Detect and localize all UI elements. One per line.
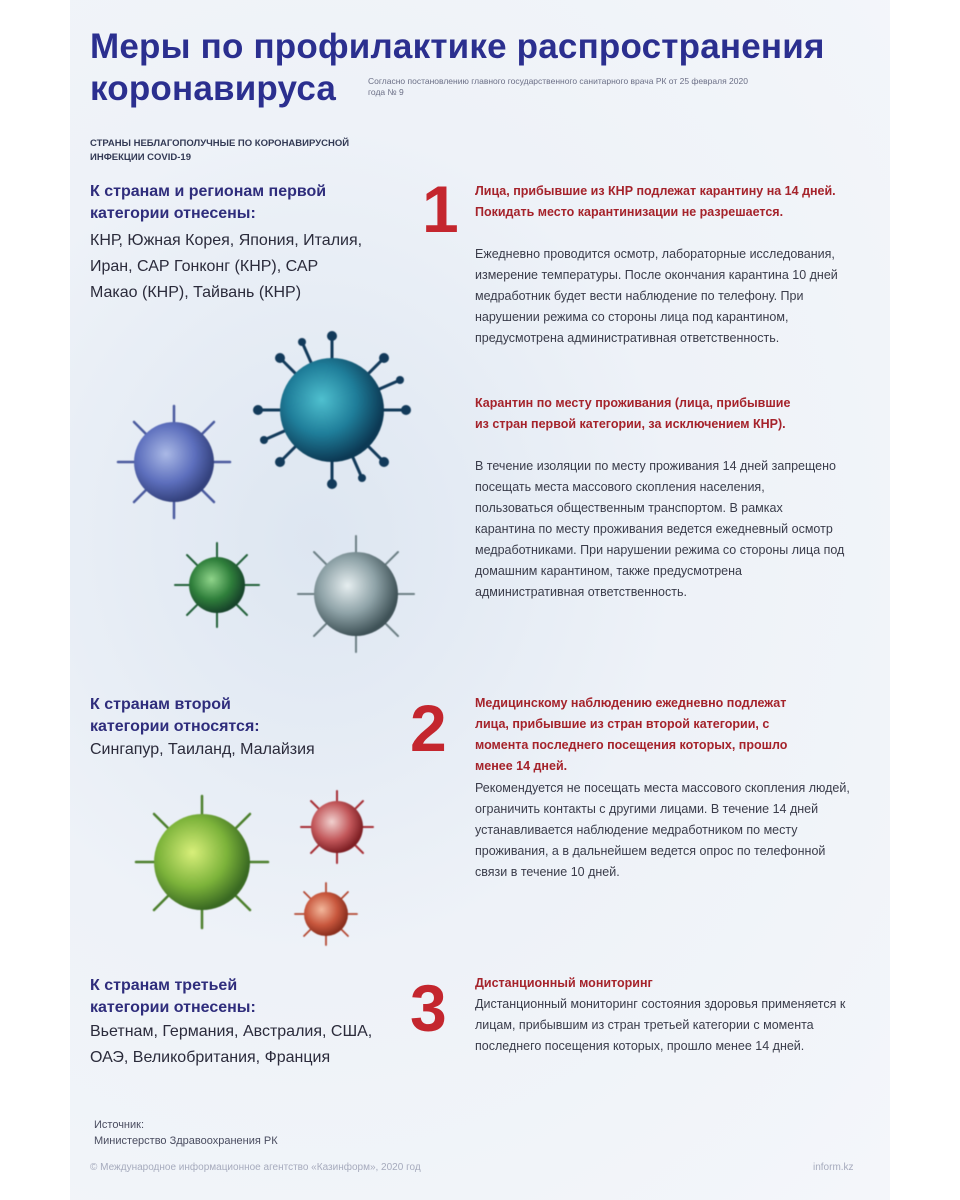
virus-lime-icon (132, 792, 272, 932)
page-title: Меры по профилактике распространения коронавируса (90, 27, 825, 108)
footer-copyright: © Международное информационное агентство «Казинформ», 2020 год (90, 1162, 421, 1173)
category-3-title: К странам третьей категории отнесены: (90, 977, 256, 1016)
category-2-title: К странам второй категории относятся: (90, 696, 260, 735)
infographic-poster (70, 0, 890, 1200)
section-kicker: СТРАНЫ НЕБЛАГОПОЛУЧНЫЕ ПО КОРОНАВИРУСНОЙ ИНФЕКЦИИ COVID-19 (90, 138, 350, 163)
virus-grey-icon (294, 532, 418, 656)
virus-green-small-icon (172, 540, 262, 630)
virus-red-icon (298, 788, 376, 866)
category-3-countries: Вьетнам, Германия, Австралия, США, ОАЭ, Великобритания, Франция (90, 1023, 373, 1066)
source-value: Министерство Здравоохранения РК (94, 1135, 278, 1147)
measure-3-heading: Дистанционный мониторинг (475, 976, 653, 990)
measure-1-text-2: В течение изоляции по месту проживания 14 дней запрещено посещать места массового скопления населения, пользоваться общественным транспортом. В рамках карантина по месту проживания ведется ежедневный осмотр медработниками. При нарушении режима со стороны лица под домашним карантином, также предусмотрена административная ответственность. (475, 459, 845, 599)
virus-blue-large-icon (252, 330, 412, 490)
category-2-countries: Сингапур, Таиланд, Малайзия (90, 741, 315, 758)
footer-site-link[interactable]: inform.kz (813, 1162, 854, 1173)
source-block (94, 1117, 278, 1149)
measure-2-number: 2 (410, 691, 447, 765)
measure-2-heading: Медицинскому наблюдению ежедневно подлежат лица, прибывшие из стран второй категории, с момента последнего посещения которых, прошло менее 14 дней. (475, 696, 788, 773)
virus-lilac-icon (114, 402, 234, 522)
category-1-title: К странам и регионам первой категории отнесены: (90, 183, 327, 222)
measure-1-text: Ежедневно проводится осмотр, лабораторные исследования, измерение температуры. После окончания карантина 10 дней медработник будет вести наблюдение по телефону. При нарушении режима со стороны лица под карантином, предусмотрена административная ответственность. (475, 247, 838, 345)
measure-1-number: 1 (422, 172, 459, 246)
measure-1-heading: Лица, прибывшие из КНР подлежат карантину на 14 дней. Покидать место карантинизации не разрешается. (475, 184, 836, 219)
virus-orange-icon (292, 880, 360, 948)
source-label: Источник: (94, 1119, 145, 1131)
measure-2-text: Рекомендуется не посещать места массового скопления людей, ограничить контакты с другими лицами. В течение 14 дней устанавливается наблюдение медработником по месту проживания, а в дальнейшем ведется опрос по телефонной связи в течение 10 дней. (475, 781, 850, 879)
category-1-countries: КНР, Южная Корея, Япония, Италия, Иран, САР Гонконг (КНР), САР Макао (КНР), Тайвань (КНР) (90, 232, 363, 301)
measure-1-heading-2: Карантин по месту проживания (лица, прибывшие из стран первой категории, за исключением КНР). (475, 396, 791, 431)
decree-note: Согласно постановлению главного государственного санитарного врача РК от 25 февраля 2020 года № 9 (368, 76, 748, 97)
measure-3-text: Дистанционный мониторинг состояния здоровья применяется к лицам, прибывшим из стран третьей категории с момента последнего посещения которых, прошло менее 14 дней. (475, 997, 846, 1053)
measure-3-number: 3 (410, 971, 447, 1045)
